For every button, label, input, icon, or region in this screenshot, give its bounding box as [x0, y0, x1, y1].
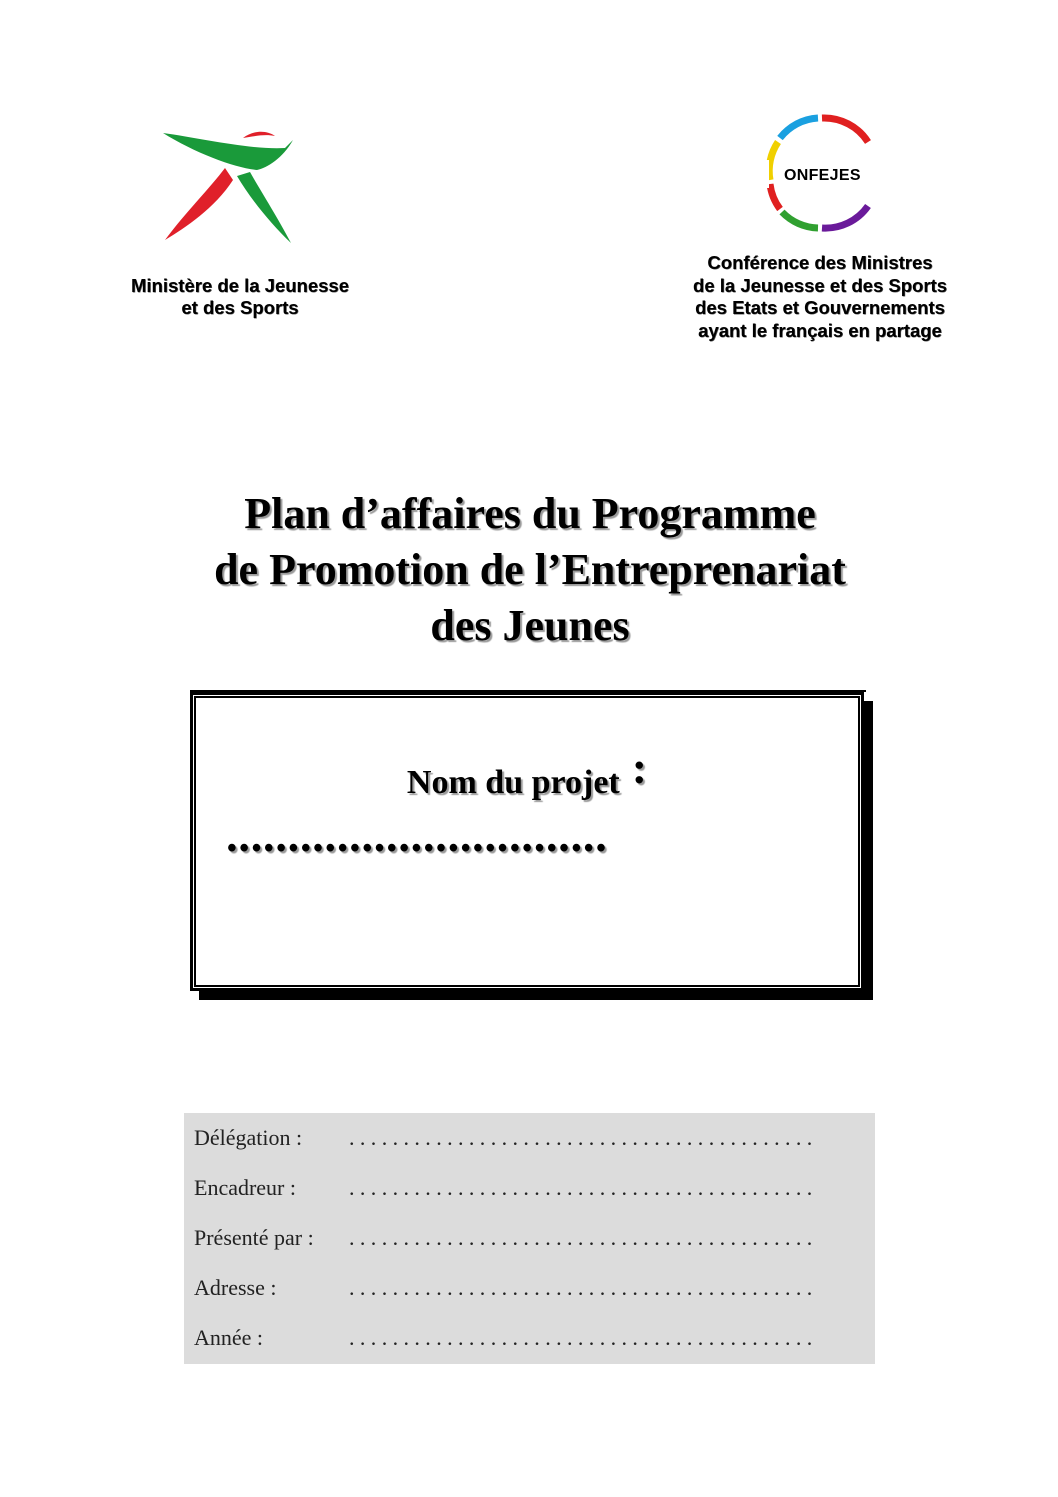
confejes-caption-line-1: Conférence des Ministres: [707, 252, 933, 273]
info-label: Encadreur :: [194, 1175, 296, 1200]
confejes-caption-line-4: ayant le français en partage: [698, 319, 942, 341]
title-line-3: des Jeunes: [430, 601, 630, 650]
info-label: Adresse :: [194, 1275, 277, 1300]
confejes-name: ONFEJES: [784, 167, 861, 184]
confejes-caption-line-2: de la Jeunesse et des Sports: [693, 274, 947, 296]
ministry-figure-logo-icon: [155, 128, 300, 248]
confejes-caption: [660, 252, 980, 342]
page-title: [60, 486, 1000, 654]
info-panel: [184, 1113, 875, 1364]
info-label: Année :: [194, 1325, 264, 1350]
info-label: Délégation :: [194, 1125, 303, 1150]
confejes-logo: [760, 110, 880, 242]
confejes-caption-line-3: des Etats et Gouvernements: [695, 297, 945, 318]
project-name-field[interactable]: •••••••••••••••••••••••••••••••: [227, 833, 609, 864]
project-name-colon: :: [631, 742, 648, 793]
encadreur-field[interactable]: ...........................................: [349, 1175, 818, 1200]
ministry-caption-line-1: Ministère de la Jeunesse: [131, 275, 349, 296]
project-name-box: [190, 692, 864, 991]
adresse-field[interactable]: ...........................................: [349, 1275, 818, 1300]
ministry-caption: [90, 275, 390, 319]
info-label: Présenté par :: [194, 1225, 314, 1250]
title-line-1: Plan d’affaires du Programme: [244, 489, 816, 538]
presente-par-field[interactable]: ...........................................: [349, 1225, 818, 1250]
title-line-2: de Promotion de l’Entreprenariat: [214, 545, 846, 594]
project-name-label: Nom du projet: [406, 764, 620, 801]
delegation-field[interactable]: ...........................................: [349, 1125, 818, 1150]
annee-field[interactable]: ...........................................: [349, 1325, 818, 1350]
ministry-caption-line-2: et des Sports: [181, 297, 299, 318]
project-name-label-row: [193, 742, 861, 804]
